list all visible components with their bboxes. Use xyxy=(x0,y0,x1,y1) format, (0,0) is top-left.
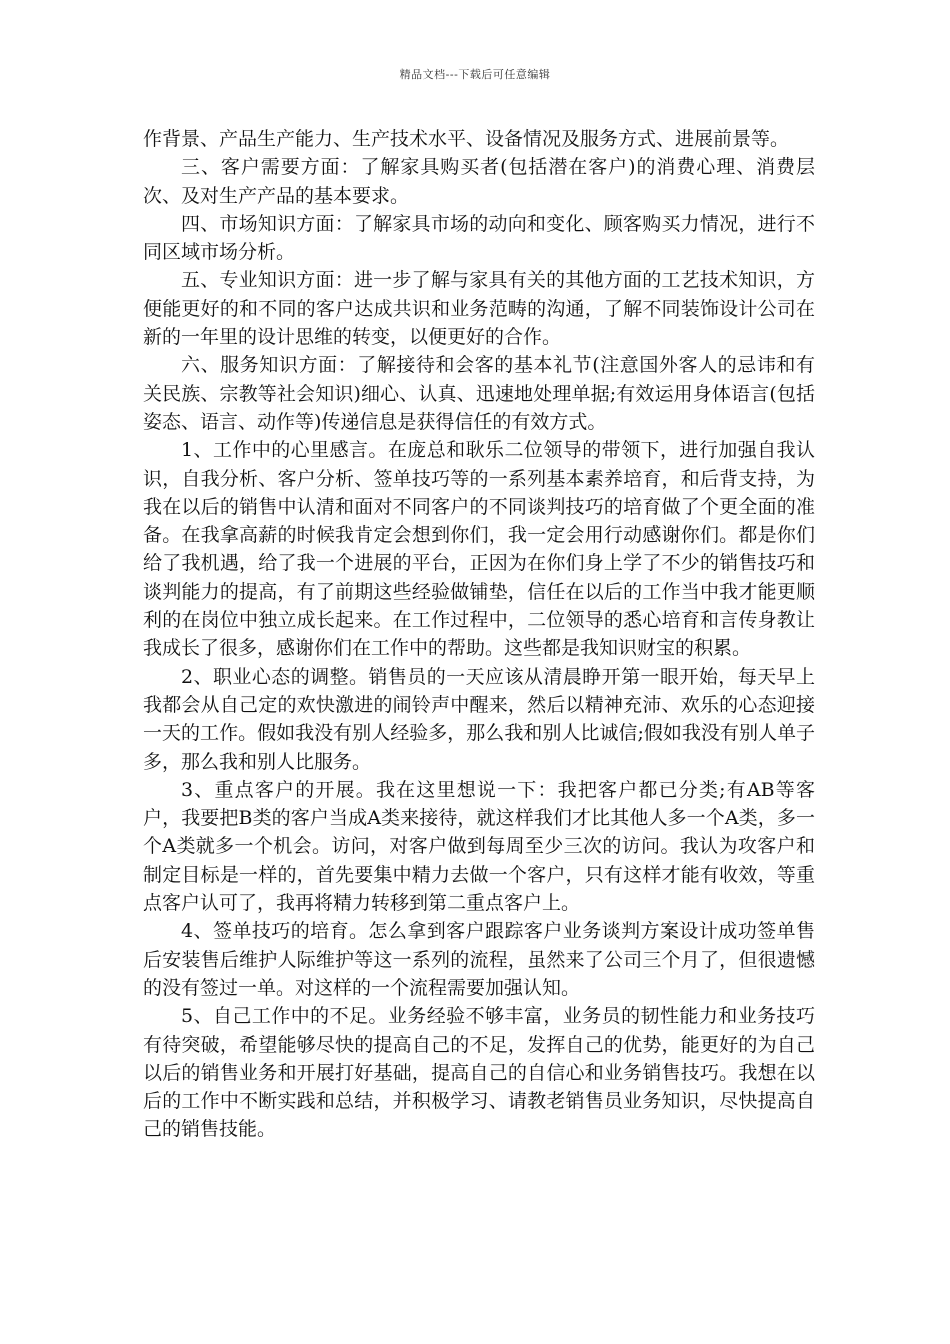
paragraph-work-reflections: 1、工作中的心里感言。在庞总和耿乐二位领导的带领下，进行加强自我认识，自我分析、客户分析、签单技巧等的一系列基本素养培育，和后背支持，为我在以后的销售中认清和面对不同客户的不同谈判技巧的培育做了个更全面的准备。在我拿高薪的时候我肯定会想到你们，我一定会用行动感谢你们。都是你们给了我机遇，给了我一个进展的平台，正因为在你们身上学了不少的销售技巧和谈判能力的提高，有了前期这些经验做铺垫，信任在以后的工作当中我才能更顺利的在岗位中独立成长起来。在工作过程中，二位领导的悉心培育和言传身教让我成长了很多，感谢你们在工作中的帮助。这些都是我知识财宝的积累。 xyxy=(143,439,815,660)
paragraph-background-continued: 作背景、产品生产能力、生产技术水平、设备情况及服务方式、进展前景等。 xyxy=(143,128,790,150)
paragraph-key-customers: 3、重点客户的开展。我在这里想说一下：我把客户都已分类;有AB等客户，我要把B类的客户当成A类来接待，就这样我们才比其他人多一个A类，多一个A类就多一个机会。访问，对客户做到每周至少三次的访问。我认为攻客户和制定目标是一样的，首先要集中精力去做一个客户，只有这样才能有收效，等重点客户认可了，我再将精力转移到第二重点客户上。 xyxy=(143,778,815,915)
document-body xyxy=(143,125,815,1144)
paragraph-closing-skills: 4、签单技巧的培育。怎么拿到客户跟踪客户业务谈判方案设计成功签单售后安装售后维护人际维护等这一系列的流程，虽然来了公司三个月了，但很遗憾的没有签过一单。对这样的一个流程需要加强认知。 xyxy=(143,920,815,999)
paragraph-market-knowledge: 四、市场知识方面：了解家具市场的动向和变化、顾客购买力情况，进行不同区域市场分析。 xyxy=(143,212,815,264)
paragraph-professional-knowledge: 五、专业知识方面：进一步了解与家具有关的其他方面的工艺技术知识，方便能更好的和不同的客户达成共识和业务范畴的沟通，了解不同装饰设计公司在新的一年里的设计思维的转变，以便更好的合作。 xyxy=(143,269,815,349)
paragraph-customer-needs: 三、客户需要方面：了解家具购买者(包括潜在客户)的消费心理、消费层次、及对生产产品的基本要求。 xyxy=(143,156,815,207)
paragraph-service-knowledge: 六、服务知识方面：了解接待和会客的基本礼节(注意国外客人的忌讳和有关民族、宗教等社会知识)细心、认真、迅速地处理单据;有效运用身体语言(包括姿态、语言、动作等)传递信息是获得信任的有效方式。 xyxy=(143,354,815,433)
paragraph-mindset-adjustment: 2、职业心态的调整。销售员的一天应该从清晨睁开第一眼开始，每天早上我都会从自己定的欢快激进的闹铃声中醒来，然后以精神充沛、欢乐的心态迎接一天的工作。假如我没有别人经验多，那么我和别人比诚信;假如我没有别人单子多，那么我和别人比服务。 xyxy=(143,665,815,773)
page-header: 精品文档---下载后可任意编辑 xyxy=(399,68,551,81)
paragraph-shortcomings: 5、自己工作中的不足。业务经验不够丰富，业务员的韧性能力和业务技巧有待突破，希望能够尽快的提高自己的不足，发挥自己的优势，能更好的为自己以后的销售业务和开展打好基础，提高自己的自信心和业务销售技巧。我想在以后的工作中不断实践和总结，并积极学习、请教老销售员业务知识，尽快提高自己的销售技能。 xyxy=(143,1005,815,1141)
